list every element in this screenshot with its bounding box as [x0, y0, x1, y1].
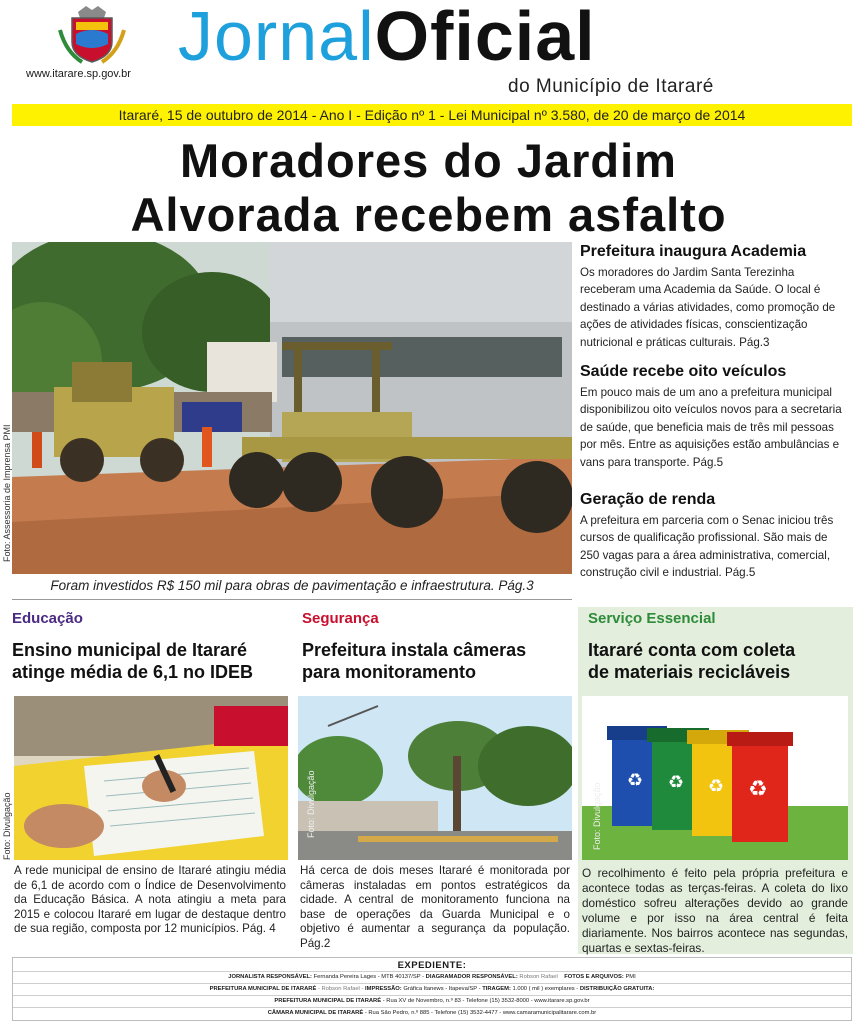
- svg-text:♻: ♻: [668, 772, 685, 793]
- education-title: [12, 639, 292, 683]
- security-column: [302, 610, 582, 683]
- side-news-body: A prefeitura em parceria com o Senac iniciou três cursos de qualificação profissional. São mais de 250 vagas para a área administrativa, comercial, construção civil e industrial. Pág.5: [580, 514, 834, 580]
- svg-text:♻: ♻: [748, 777, 768, 802]
- masthead-title-part1: Jornal: [178, 0, 375, 75]
- side-news-title: Saúde recebe oito veículos: [580, 363, 787, 380]
- side-news-item: [580, 491, 850, 582]
- security-title-line2: para monitoramento: [302, 662, 477, 682]
- expediente-value: Fernanda Pereira Lages - MTB 40137/SP -: [313, 974, 425, 980]
- website-url[interactable]: www.itarare.sp.gov.br: [26, 68, 131, 80]
- expediente-value: Gráfica Itanews - Itapeva/SP -: [403, 986, 481, 992]
- lead-caption: Foram investidos R$ 150 mil para obras de pavimentação e infraestrutura. Pág.3: [50, 578, 534, 593]
- expediente-label: TIRAGEM:: [482, 986, 511, 992]
- student-writing-photo: [14, 696, 288, 860]
- expediente-label: PREFEITURA MUNICIPAL DE ITARARÉ: [209, 986, 317, 992]
- side-news-item: [580, 363, 850, 471]
- security-body: Há cerca de dois meses Itararé é monitorada por câmeras instaladas em pontos estratégicos da cidade. A central de monitoramento funciona na base de operações da Guarda Municipal e o objetivo é aumentar a segurança da população. Pág.2: [300, 864, 570, 950]
- education-body: A rede municipal de ensino de Itararé atingiu média de 6,1 de acordo com o Índice de Desenvolvimento da Educação Básica. A nota atingiu a meta para 2015 e colocou Itararé em lugar de destaque dentro de sua região, composta por 12 municípios. Pág. 4: [14, 864, 286, 935]
- masthead-title-part2: Oficial: [374, 0, 596, 75]
- expediente-title: EXPEDIENTE:: [397, 960, 467, 971]
- section-label-education: Educação: [12, 610, 83, 627]
- city-square-photo: [298, 696, 572, 860]
- education-title-line1: Ensino municipal de Itararé: [12, 640, 248, 660]
- expediente-value: PMI: [625, 974, 636, 980]
- svg-text:♻: ♻: [708, 776, 725, 797]
- masthead-title: [178, 0, 596, 75]
- security-title: [302, 639, 582, 683]
- expediente-box: [12, 957, 852, 1021]
- expediente-label: IMPRESSÃO:: [365, 986, 402, 992]
- recycling-photo-credit: Foto: Divulgação: [592, 782, 602, 850]
- section-label-recycling: Serviço Essencial: [588, 610, 716, 627]
- expediente-label: CÂMARA MUNICIPAL DE ITARARÉ: [267, 1010, 364, 1016]
- side-news-body: Em pouco mais de um ano a prefeitura municipal disponibilizou oito veículos novos para a secretaria de saúde, que beneficia mais de três mil pessoas por mês. Entre as aquisições estão ambulâncias e vans para transporte. Pág.5: [580, 386, 842, 469]
- security-title-line1: Prefeitura instala câmeras: [302, 640, 527, 660]
- side-news-item: [580, 243, 850, 351]
- expediente-label: DISTRIBUIÇÃO GRATUITA:: [579, 986, 655, 992]
- municipal-crest-icon: [56, 4, 128, 66]
- section-label-security: Segurança: [302, 610, 379, 627]
- dateline-bar: Itararé, 15 de outubro de 2014 - Ano I - Edição nº 1 - Lei Municipal nº 3.580, de 20 de março de 2014: [12, 104, 852, 126]
- lead-photo-credit: Foto: Assessoria de Imprensa PMI: [2, 424, 12, 562]
- recycling-title: [588, 639, 857, 683]
- recycling-title-line2: de materiais recicláveis: [588, 662, 791, 682]
- expediente-value: Robson Rafael: [519, 974, 558, 980]
- expediente-value: - Rua XV de Novembro, n.º 83 - Telefone (15) 3532-8000 - www.itarare.sp.gov.br: [382, 998, 590, 1004]
- expediente-label: DIAGRAMADOR RESPONSÁVEL:: [425, 974, 518, 980]
- expediente-label: JORNALISTA RESPONSÁVEL:: [228, 974, 312, 980]
- expediente-line: [13, 995, 851, 1007]
- expediente-line: [13, 971, 851, 983]
- lead-headline-line1: Moradores do Jardim: [180, 134, 677, 187]
- education-photo-credit: Foto: Divulgação: [2, 792, 12, 860]
- side-news-body: Os moradores do Jardim Santa Terezinha receberam uma Academia da Saúde. O local é destinado a várias atividades, como promoção de ações de atividades físicas, conscientização nutricional e práticas culturais. Pág.3: [580, 266, 836, 349]
- lead-headline: [0, 134, 857, 242]
- caption-divider: [12, 599, 572, 600]
- side-news-title: Prefeitura inaugura Academia: [580, 243, 807, 260]
- recycling-column: [588, 610, 857, 683]
- lead-headline-line2: Alvorada recebem asfalto: [130, 188, 727, 241]
- expediente-value: 1.000 ( mil ) exemplares -: [512, 986, 579, 992]
- expediente-value: - Rua São Pedro, n.º 885 - Telefone (15) 3532-4477 - www.camaramunicipalitarare.com.br: [364, 1010, 597, 1016]
- expediente-value: - Robson Rafael -: [317, 986, 364, 992]
- road-construction-photo: [12, 242, 572, 574]
- expediente-line: [13, 983, 851, 995]
- masthead-subtitle: do Município de Itararé: [508, 76, 714, 97]
- svg-text:♻: ♻: [627, 770, 644, 791]
- expediente-label: FOTOS E ARQUIVOS:: [564, 974, 624, 980]
- side-news-title: Geração de renda: [580, 491, 716, 508]
- education-column: [12, 610, 292, 683]
- recycling-bins-photo: [582, 696, 848, 860]
- expediente-line: [13, 1007, 851, 1019]
- recycling-title-line1: Itararé conta com coleta: [588, 640, 796, 660]
- recycling-body: O recolhimento é feito pela própria prefeitura e acontece todas as terças-feiras. A coleta do lixo doméstico sofreu alterações devido ao grande volume e por isso na área central é feita diariamente. Nos bairros acontece nas segundas, quartas e sextas-feiras.: [582, 866, 848, 955]
- security-photo-credit: Foto: Divulgação: [306, 770, 316, 838]
- education-title-line2: atinge média de 6,1 no IDEB: [12, 662, 254, 682]
- expediente-label: PREFEITURA MUNICIPAL DE ITARARÉ: [274, 998, 382, 1004]
